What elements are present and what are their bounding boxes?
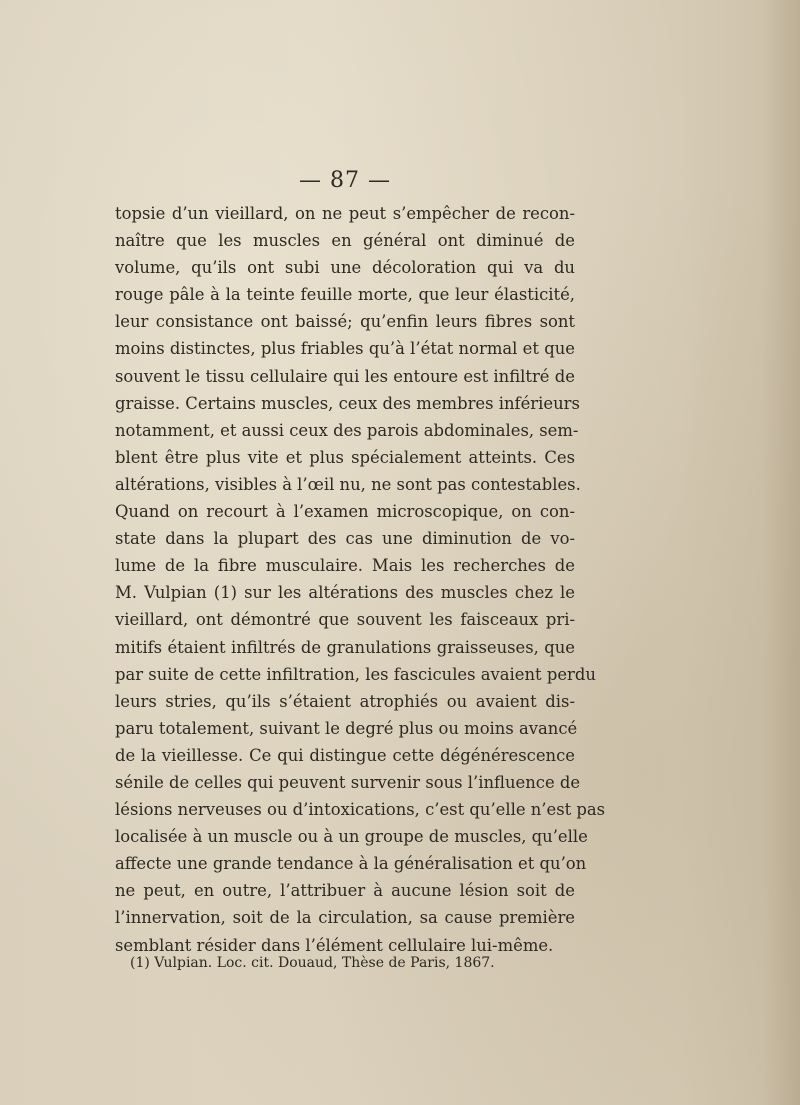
text-line: leur consistance ont baissé; qu’enfin leurs fibres sont [115, 312, 575, 332]
text-line: naître que les muscles en général ont diminué de [115, 231, 575, 251]
text-line: topsie d’un vieillard, on ne peut s’empêcher de recon- [115, 204, 575, 223]
text-line: paru totalement, suivant le degré plus ou moins avancé [115, 718, 578, 738]
text-line: graisse. Certains muscles, ceux des membres inférieurs [115, 393, 580, 413]
text-line: state dans la plupart des cas une diminution de vo- [115, 529, 575, 549]
text-line: localisée à un muscle ou à un groupe de muscles, qu’elle [115, 827, 588, 847]
page-number: — 87 — [299, 168, 391, 193]
text-line: ne peut, en outre, l’attribuer à aucune lésion soit de [115, 881, 575, 901]
body-text [115, 200, 606, 959]
text-line: M. Vulpian (1) sur les altérations des muscles chez le [115, 583, 575, 603]
text-line: affecte une grande tendance à la généralisation et qu’on [115, 854, 587, 874]
text-line: notamment, et aussi ceux des parois abdominales, sem- [115, 420, 579, 440]
text-line: altérations, visibles à l’œil nu, ne sont pas contestables. [115, 474, 581, 494]
text-line: vieillard, ont démontré que souvent les faisceaux pri- [115, 610, 575, 630]
text-line: moins distinctes, plus friables qu’à l’état normal et que [115, 339, 575, 359]
text-line: par suite de cette infiltration, les fascicules avaient perdu [115, 664, 596, 684]
text-line: blent être plus vite et plus spécialement atteints. Ces [115, 447, 575, 467]
text-line: souvent le tissu cellulaire qui les entoure est infiltré de [115, 366, 575, 386]
text-line: de la vieillesse. Ce qui distingue cette dégénérescence [115, 745, 575, 765]
text-line: sénile de celles qui peuvent survenir sous l’influence de [115, 772, 581, 792]
text-line: volume, qu’ils ont subi une décoloration qui va du [115, 258, 575, 278]
text-line: rouge pâle à la teinte feuille morte, que leur élasticité, [115, 285, 575, 305]
text-line: Quand on recourt à l’examen microscopique, on con- [115, 502, 575, 522]
text-line: mitifs étaient infiltrés de granulations graisseuses, que [115, 637, 575, 657]
text-line: l’innervation, soit de la circulation, sa cause première [115, 908, 575, 928]
text-line: semblant résider dans l’élément cellulaire lui-même. [115, 935, 554, 955]
text-line: lésions nerveuses ou d’intoxications, c’est qu’elle n’est pas [115, 800, 606, 820]
text-line: leurs stries, qu’ils s’étaient atrophiés ou avaient dis- [115, 691, 575, 711]
text-line: lume de la fibre musculaire. Mais les recherches de [115, 556, 575, 576]
footnote: (1) Vulpian. Loc. cit. Douaud, Thèse de Paris, 1867. [130, 955, 495, 971]
